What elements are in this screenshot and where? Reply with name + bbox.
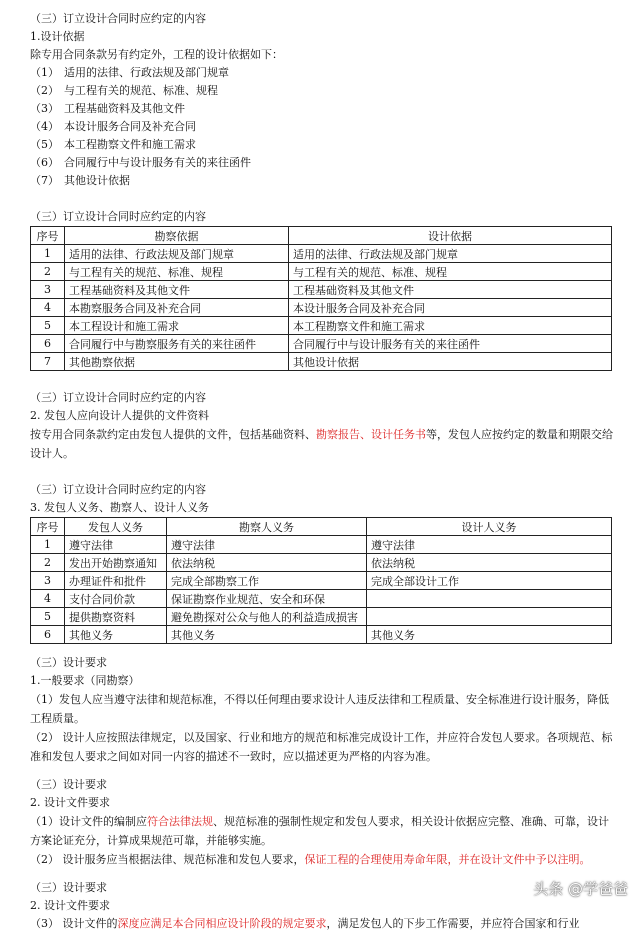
table-cell: 遵守法律 [367,536,612,554]
list-item-number: （5） [30,138,59,151]
table-cell: 完成全部勘察工作 [167,572,367,590]
table-cell: 支付合同价款 [65,590,167,608]
list-item-text: 合同履行中与设计服务有关的来往函件 [64,156,251,169]
list-item [30,118,615,136]
list-item-number: （6） [30,156,59,169]
table-cell [367,608,612,626]
paragraph [30,915,615,933]
table-cell [367,590,612,608]
table-cell: 7 [31,353,65,371]
table-cell: 其他勘察依据 [65,353,289,371]
table-cell: 合同履行中与设计服务有关的来往函件 [289,335,612,353]
basis-comparison-table [30,226,612,371]
table-cell: 合同履行中与勘察服务有关的来往函件 [65,335,289,353]
table-cell: 其他设计依据 [289,353,612,371]
table-header: 设计依据 [289,227,612,245]
table-row [31,353,612,371]
table-cell: 与工程有关的规范、标准、规程 [289,263,612,281]
table-header: 设计人义务 [367,518,612,536]
table-cell: 与工程有关的规范、标准、规程 [65,263,289,281]
paragraph-text: （1）设计文件的编制应 [30,815,147,828]
highlight-text: 勘察报告、设计任务书 [316,428,426,441]
table-row [31,281,612,299]
paragraph [30,850,615,869]
intro-text: 除专用合同条款另有约定外，工程的设计依据如下： [30,48,283,61]
table-cell: 本设计服务合同及补充合同 [289,299,612,317]
list-item [30,172,615,190]
table-row [31,245,612,263]
table-cell: 工程基础资料及其他文件 [289,281,612,299]
table-cell: 适用的法律、行政法规及部门规章 [289,245,612,263]
table-cell: 办理证件和批件 [65,572,167,590]
table-header: 勘察人义务 [167,518,367,536]
paragraph-text: 、规范标准的强制性规定和发包人要求，相关设计依据应完整、准确、可靠，设计方案论证充分，计算成果规范可靠，并能够实施。 [30,815,609,847]
list-item [30,136,615,154]
section-subtitle: 2. 设计文件要求 [30,796,110,809]
table-cell: 2 [31,554,65,572]
paragraph [30,812,615,850]
list-item-number: （1） [30,66,59,79]
section-title: （三）订立设计合同时应约定的内容 [30,391,206,404]
table-cell: 4 [31,299,65,317]
watermark: 头条 @学爸爸 [533,880,628,898]
list-item-text: 其他设计依据 [64,174,130,187]
table-row [31,263,612,281]
table-row [31,572,612,590]
table-cell: 本工程设计和施工需求 [65,317,289,335]
table-cell: 遵守法律 [167,536,367,554]
section-title: （三）设计要求 [30,881,107,894]
table-row [31,626,612,644]
table-cell: 1 [31,536,65,554]
table-header: 发包人义务 [65,518,167,536]
highlight-text: 符合法律法规 [147,815,213,828]
table-row [31,554,612,572]
section-title: （三）订立设计合同时应约定的内容 [30,483,206,496]
document-page [30,10,615,933]
table-cell: 遵守法律 [65,536,167,554]
table-cell: 适用的法律、行政法规及部门规章 [65,245,289,263]
list-item-number: （2） [30,84,59,97]
table-cell: 发出开始勘察通知 [65,554,167,572]
table-cell: 3 [31,572,65,590]
table-cell: 其他义务 [167,626,367,644]
section-title: （三）订立设计合同时应约定的内容 [30,210,206,223]
list-item-text: 本设计服务合同及补充合同 [64,120,196,133]
obligations-table [30,517,612,644]
list-item-number: （7） [30,174,59,187]
table-cell: 本工程勘察文件和施工需求 [289,317,612,335]
paragraph [30,425,615,463]
section-subtitle: 2. 设计文件要求 [30,899,110,912]
table-header: 序号 [31,518,65,536]
section-title: （三）订立设计合同时应约定的内容 [30,12,206,25]
table-cell: 4 [31,590,65,608]
list-item-text: 本工程勘察文件和施工需求 [64,138,196,151]
paragraph-text: （3） 设计文件的 [30,917,118,930]
list-item [30,82,615,100]
section-title: （三）设计要求 [30,656,107,669]
table-cell: 依法纳税 [367,554,612,572]
table-cell: 避免勘探对公众与他人的利益造成损害 [167,608,367,626]
table-row [31,608,612,626]
table-cell: 保证勘察作业规范、安全和环保 [167,590,367,608]
list-item [30,100,615,118]
list-item-text: 适用的法律、行政法规及部门规章 [64,66,229,79]
paragraph: （1）发包人应当遵守法律和规范标准，不得以任何理由要求设计人违反法律和工程质量、安全标准进行设计服务，降低工程质量。 [30,693,609,725]
list-item-number: （3） [30,102,59,115]
table-cell: 本勘察服务合同及补充合同 [65,299,289,317]
table-row [31,317,612,335]
table-cell: 3 [31,281,65,299]
table-cell: 提供勘察资料 [65,608,167,626]
list-item-text: 工程基础资料及其他文件 [64,102,185,115]
table-header: 序号 [31,227,65,245]
table-cell: 2 [31,263,65,281]
table-row [31,299,612,317]
table-cell: 其他义务 [367,626,612,644]
table-cell: 完成全部设计工作 [367,572,612,590]
table-cell: 其他义务 [65,626,167,644]
design-basis-list [30,64,615,190]
section-subtitle: 2. 发包人应向设计人提供的文件资料 [30,409,209,422]
table-cell: 6 [31,335,65,353]
highlight-text: 保证工程的合理使用寿命年限，并在设计文件中予以注明。 [304,853,591,866]
table-header: 勘察依据 [65,227,289,245]
highlight-text: 深度应满足本合同相应设计阶段的规定要求 [117,917,327,930]
paragraph-text: 按专用合同条款约定由发包人提供的文件，包括基础资料、 [30,428,316,441]
table-row [31,536,612,554]
table-cell: 1 [31,245,65,263]
paragraph-text: 等，发包人应按约定的数量和期限交给设计人。 [30,428,613,460]
paragraph: （2） 设计人应按照法律规定，以及国家、行业和地方的规范和标准完成设计工作，并应符合发包人要求。各项规范、标准和发包人要求之间如对同一内容的描述不一致时，应以描述更为严格的内容为准。 [30,731,613,763]
paragraph-text: ，满足发包人的下步工作需要，并应符合国家和行业 [326,917,580,930]
section-subtitle: 1.设计依据 [30,30,85,43]
section-title: （三）设计要求 [30,778,107,791]
table-cell: 5 [31,317,65,335]
table-cell: 工程基础资料及其他文件 [65,281,289,299]
table-row [31,335,612,353]
paragraph-text: （2） 设计服务应当根据法律、规范标准和发包人要求， [30,853,305,866]
table-cell: 6 [31,626,65,644]
section-subtitle: 3. 发包人义务、勘察人、设计人义务 [30,501,209,514]
list-item [30,154,615,172]
list-item [30,64,615,82]
table-row [31,590,612,608]
table-cell: 依法纳税 [167,554,367,572]
section-subtitle: 1.一般要求（同勘察） [30,674,140,687]
list-item-number: （4） [30,120,59,133]
table-cell: 5 [31,608,65,626]
list-item-text: 与工程有关的规范、标准、规程 [64,84,218,97]
